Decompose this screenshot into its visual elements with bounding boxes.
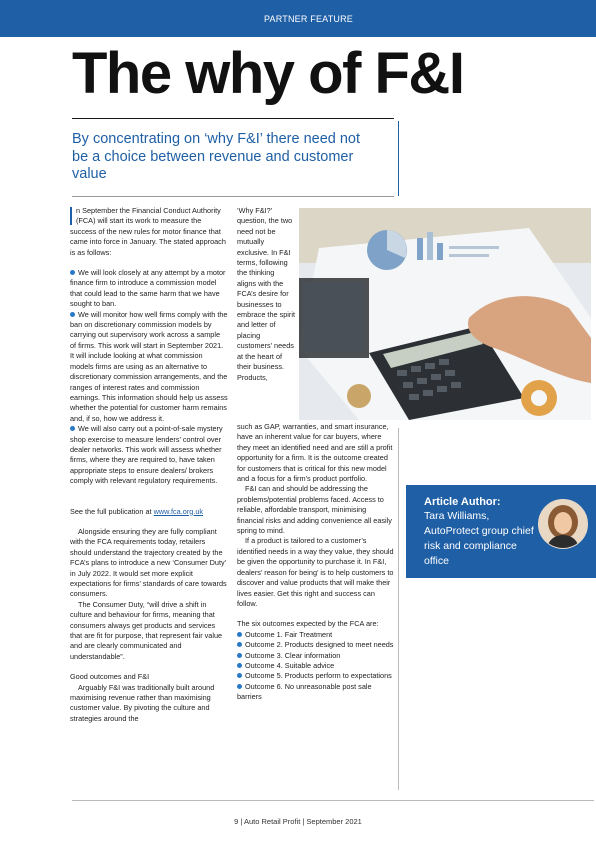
subtitle-vertical-rule [398,121,399,196]
see-publication: See the full publication at www.fca.org.uk [70,506,204,516]
page-footer: 9 | Auto Retail Profit | September 2021 [234,817,362,826]
column-right-wide [237,422,394,703]
bullet-icon [237,653,242,658]
column-right-narrow [237,206,295,383]
avatar-portrait [539,500,587,548]
outcome-item: Outcome 1. Fair Treatment [237,630,394,640]
outcome-item: Outcome 6. No unreasonable post sale barriers [237,681,372,702]
bullet-item: We will look closely at any attempt by a motor finance firm to introduce a commission model that could lead to the same harm that we have sought to ban. [70,268,226,309]
bullet-icon [237,673,242,678]
outcomes-intro: The six outcomes expected by the FCA are: [237,619,379,629]
author-heading: Article Author: [424,496,501,508]
outcome-item: Outcome 3. Clear information [237,651,394,661]
bullet-icon [237,642,242,647]
column-divider [398,428,399,790]
paragraph: If a product is tailored to a customer’s identified needs in a way they value, they should be given the opportunity to purchase it. In F&I, dealers’ reason for being’ is to help customers to discover and value products that will make their lives easier. Get this right and success can follow. [237,536,394,608]
section-label: PARTNER FEATURE [264,13,354,24]
calculator-photo [299,208,591,420]
bullet-icon [237,684,242,689]
header-bar [0,0,596,37]
fca-link[interactable]: www.fca.org.uk [153,506,204,516]
subtitle-rule [72,196,394,197]
author-name-role: Tara Williams, AutoProtect group chief risk and compliance office [424,510,534,567]
bullet-icon [237,632,242,637]
bullet-icon [237,663,242,668]
outcome-item: Outcome 2. Products designed to meet needs [237,640,394,650]
bullet-item: We will also carry out a point-of-sale mystery shop exercise to measure lenders’ control over dealer networks. This work will assess whether firms, where they are required to, have taken appropriate steps to ensure dealers/ brokers comply with relevant regulatory requirements. [70,424,223,486]
bullet-icon [70,426,75,431]
outcome-item: Outcome 4. Suitable advice [237,661,394,671]
paragraph: Alongside ensuring they are fully compliant with the FCA requirements today, retailers should understand the trajectory created by the FCA’s plans to introduce a new ‘Consumer Duty’ in July 2022. It would set more explicit expectations for firms’ standards of care towards consumers. [70,526,227,599]
dropcap-bar [70,207,72,225]
paragraph: ‘Why F&I?’ question, the two need not be mutually exclusive. In F&I terms, following the thinking aligns with the FCA’s desire for businesses to embrace the spirit and letter of placing customers’ needs at the heart of their business. Products, [237,206,295,382]
photo-illustration [299,208,591,420]
author-box [406,485,596,578]
paragraph: such as GAP, warranties, and smart insurance, have an inherent value for car buyers, where they meet an identified need and are still a profit opportunity for a firm. It is the outcome created for customers that is critical for this new model and a focus for a firm’s product portfolio. [237,422,393,484]
paragraph: The Consumer Duty, “will drive a shift in culture and behaviour for firms, meaning that consumers always get products and services that are fit for purpose, that represent fair value and are clearly communicated and understandable”. [70,599,223,661]
paragraph: Arguably F&I was traditionally built around maximising revenue rather than maximising customer value. By pivoting the culture and strategies around the [70,682,215,723]
subheading: Good outcomes and F&I [70,672,150,682]
article-subtitle: By concentrating on ‘why F&I’ there need not be a choice between revenue and customer value [72,131,361,182]
article-title: The why of F&I [72,41,464,106]
author-avatar [538,499,588,549]
paragraph: F&I can and should be addressing the problems/potential problems faced. Access to reliable, affordable transport, minimising financial risks and adding convenience all easily spring to mind. [237,484,392,536]
bullet-icon [70,270,75,275]
outcome-item: Outcome 5. Products perform to expectations [237,671,394,681]
bullet-item: We will monitor how well firms comply with the ban on discretionary commission models by carrying out supervisory work across a sample of firms. This work will start in September 2021. It will include looking at what commission models firms are using as an alternative to discretionary commission arrangements, and the ranges of interest rates and commission earnings. This information should help us assess whether the potential for customer harm remains and, if so, how we address it. [70,309,228,423]
column-left [70,206,228,724]
intro-paragraph: n September the Financial Conduct Authority (FCA) will start its work to measure the success of the new rules for motor finance that came into force in January. The stated approach is as follows: [70,206,226,257]
title-rule [72,118,394,119]
bullet-icon [70,312,75,317]
footer-rule [72,800,594,801]
